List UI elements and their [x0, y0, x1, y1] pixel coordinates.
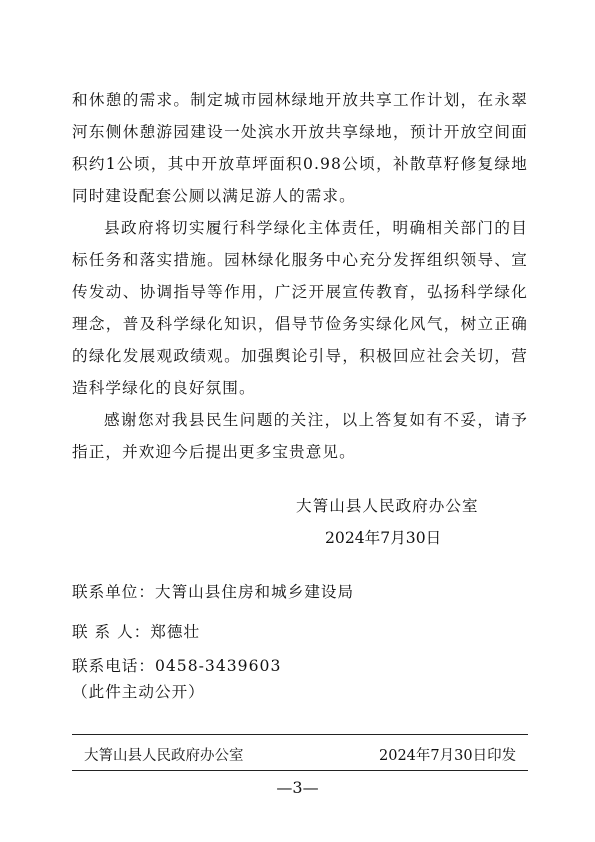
body-paragraph-2: 县政府将切实履行科学绿化主体责任，明确相关部门的目标任务和落实措施。园林绿化服务中心充分发挥组织领导、宣传发动、协调指导等作用，广泛开展宣传教育，弘扬科学绿化理念，普及科学绿化知识，倡导节俭务实绿化风气，树立正确的绿化发展观政绩观。加强舆论引导，积极回应社会关切，营造科学绿化的良好氛围。	[72, 219, 528, 397]
contact-unit: 联系单位：大箐山县住房和城乡建设局	[72, 583, 355, 601]
page-number: —3—	[276, 778, 319, 797]
signature-organization: 大箐山县人民政府办公室	[296, 497, 479, 515]
footer-top-rule	[72, 734, 528, 735]
body-paragraph-3: 感谢您对我县民生问题的关注，以上答复如有不妥，请予指正，并欢迎今后提出更多宝贵意见。	[72, 411, 528, 461]
signature-date: 2024年7月30日	[325, 529, 442, 547]
footer-organization: 大箐山县人民政府办公室	[84, 748, 244, 764]
footer-bottom-rule	[72, 770, 528, 771]
body-paragraph-1: 和休憩的需求。制定城市园林绿地开放共享工作计划，在永翠河东侧休憩游园建设一处滨水开放共享绿地，预计开放空间面积约1公顷，其中开放草坪面积0.98公顷，补散草籽修复绿地同时建设配套公厕以满足游人的需求。	[72, 91, 528, 205]
public-disclosure-note: （此件主动公开）	[72, 683, 205, 701]
contact-phone: 联系电话：0458-3439603	[72, 657, 282, 675]
footer-print-date: 2024年7月30日印发	[379, 748, 517, 764]
contact-person: 联 系 人：郑德壮	[72, 623, 201, 641]
